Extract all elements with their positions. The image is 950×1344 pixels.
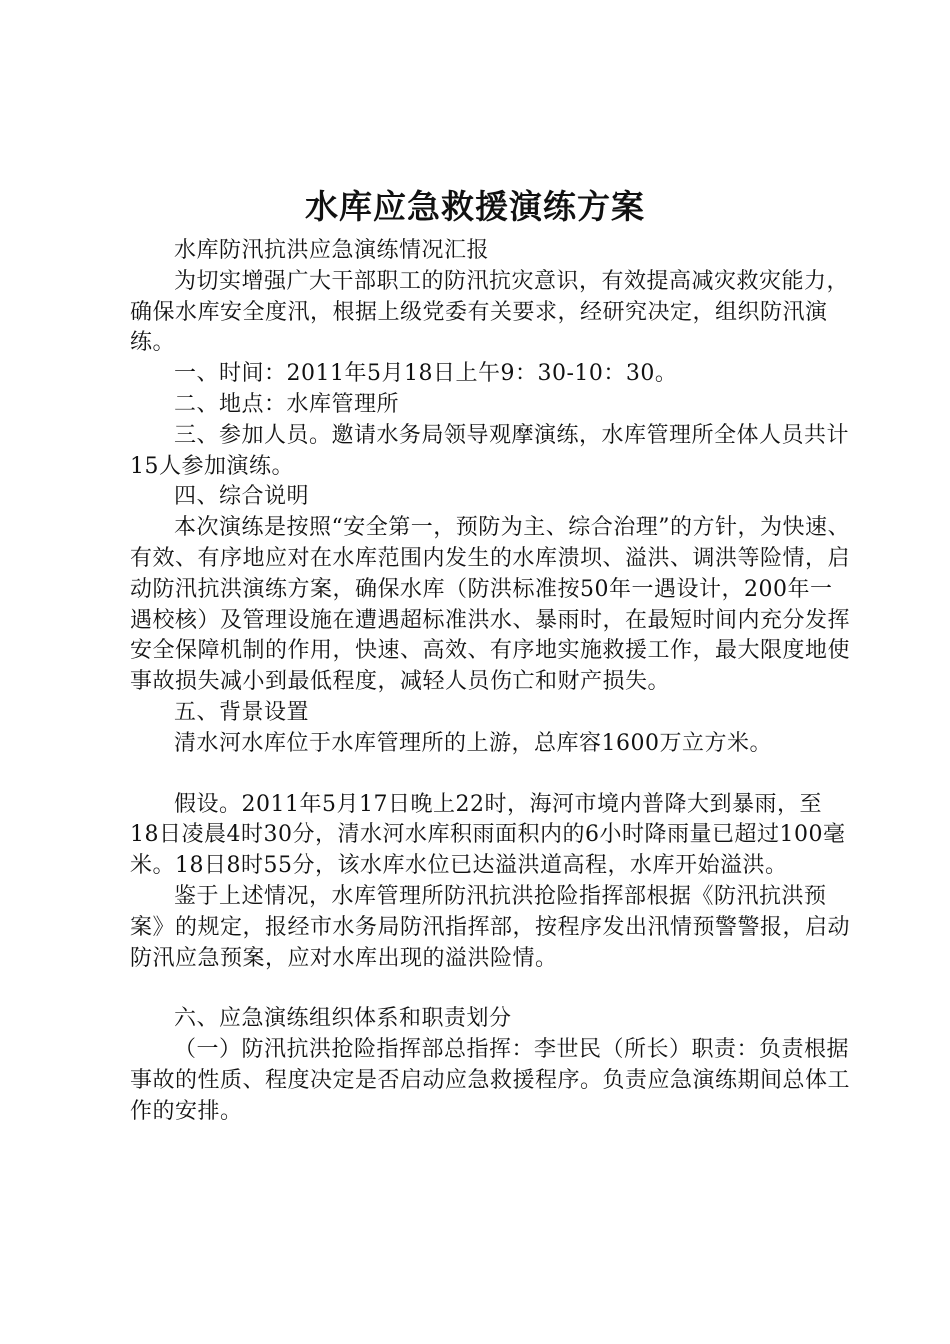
paragraph-participants: 三、参加人员。邀请水务局领导观摩演练，水库管理所全体人员共计15人参加演练。 bbox=[130, 422, 850, 479]
paragraph-reservoir: 清水河水库位于水库管理所的上游，总库容1600万立方米。 bbox=[174, 730, 772, 756]
section-heading-organization: 六、应急演练组织体系和职责划分 bbox=[174, 1006, 512, 1032]
document-title: 水库应急救援演练方案 bbox=[305, 187, 645, 226]
paragraph-purpose: 为切实增强广大干部职工的防汛抗灾意识，有效提高减灾救灾能力，确保水库安全度汛，根据上级党委有关要求，经研究决定，组织防汛演练。 bbox=[130, 268, 850, 356]
paragraph-location: 二、地点：水库管理所 bbox=[174, 391, 400, 417]
section-heading-overview: 四、综合说明 bbox=[174, 484, 310, 510]
paragraph-commander: （一）防汛抗洪抢险指挥部总指挥：李世民（所长）职责：负责根据事故的性质、程度决定是否启动应急救援程序。负责应急演练期间总体工作的安排。 bbox=[130, 1037, 851, 1124]
section-heading-background: 五、背景设置 bbox=[174, 699, 310, 725]
paragraph-scenario: 假设。2011年5月17日晚上22时，海河市境内普降大到暴雨，至18日凌晨4时30分，清水河水库积雨面积内的6小时降雨量已超过100毫米。18日8时55分，该水库水位已达溢洪道高程，水库开始溢洪。 bbox=[130, 791, 846, 879]
paragraph-time: 一、时间：2011年5月18日上午9：30-10：30。 bbox=[174, 361, 678, 387]
paragraph-overview: 本次演练是按照“安全第一，预防为主、综合治理”的方针，为快速、有效、有序地应对在水库范围内发生的水库溃坝、溢洪、调洪等险情，启动防汛抗洪演练方案，确保水库（防洪标准按50年一遇设计，200年一遇校核）及管理设施在遭遇超标准洪水、暴雨时，在最短时间内充分发挥安全保障机制的作用，快速、高效、有序地实施救援工作，最大限度地使事故损失减小到最低程度，减轻人员伤亡和财产损失。 bbox=[130, 515, 851, 695]
report-subtitle: 水库防汛抗洪应急演练情况汇报 bbox=[174, 238, 490, 263]
document-body bbox=[130, 236, 850, 1128]
paragraph-response: 鉴于上述情况，水库管理所防汛抗洪抢险指挥部根据《防汛抗洪预案》的规定，报经市水务局防汛指挥部，按程序发出汛情预警警报，启动防汛应急预案，应对水库出现的溢洪险情。 bbox=[130, 883, 851, 971]
